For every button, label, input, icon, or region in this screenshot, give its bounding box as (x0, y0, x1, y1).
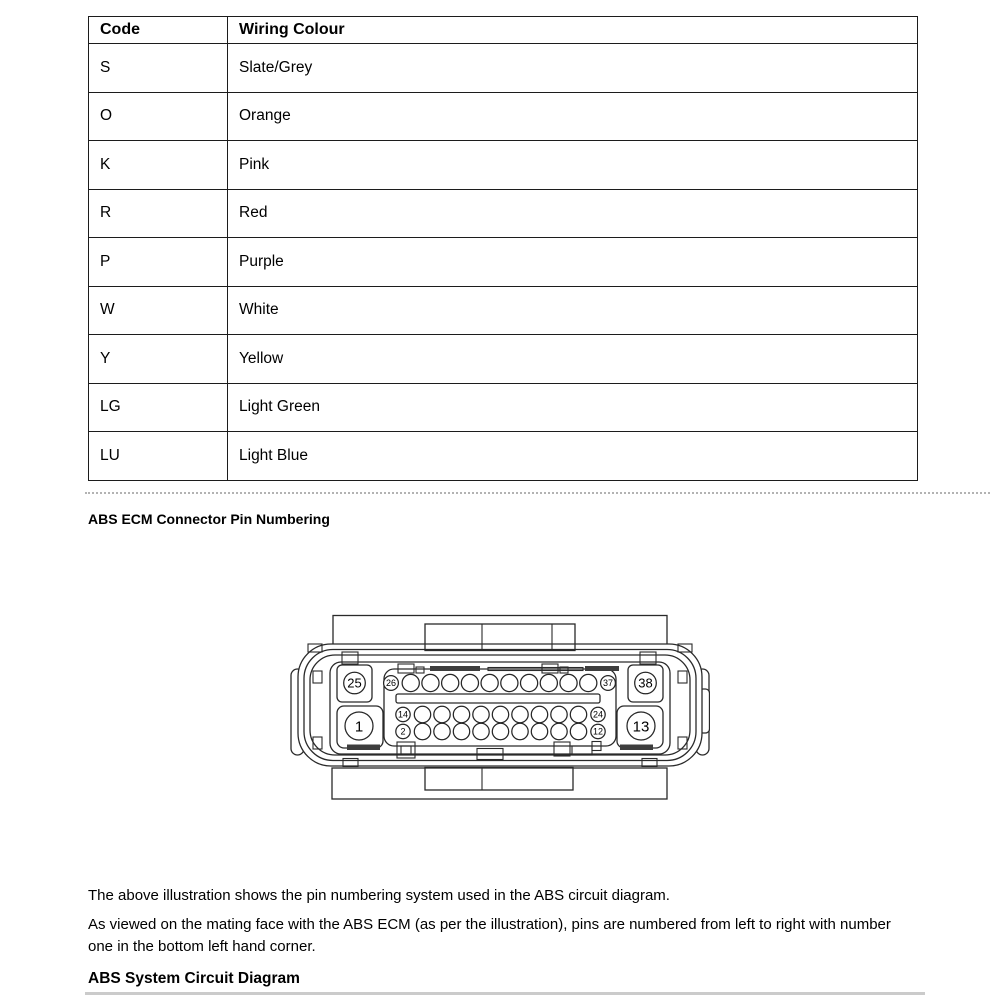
pin-label: 38 (638, 675, 653, 691)
pin-hole (540, 674, 557, 691)
wiring-table-body (89, 44, 918, 481)
pin-hole (473, 723, 489, 739)
code-cell: LU (89, 432, 228, 481)
pin-label: 13 (632, 718, 650, 736)
pin-hole (402, 674, 419, 691)
pin-label: 2 (400, 726, 406, 737)
illustration-note: The above illustration shows the pin numbering system used in the ABS circuit diagram. (88, 887, 670, 904)
table-row (89, 141, 918, 190)
header-wiring-colour: Wiring Colour (228, 17, 918, 44)
pin-hole (414, 723, 430, 739)
pin-hole (453, 706, 469, 722)
pin-hole (442, 674, 459, 691)
pin-label: 25 (347, 675, 362, 691)
pin-hole (570, 706, 586, 722)
code-cell: O (89, 92, 228, 141)
colour-cell: White (228, 286, 918, 335)
table-row (89, 286, 918, 335)
table-row (89, 383, 918, 432)
pin-hole (531, 706, 547, 722)
section-heading: ABS System Circuit Diagram (88, 970, 300, 987)
pin-hole (551, 723, 567, 739)
code-cell: LG (89, 383, 228, 432)
pin-hole (512, 723, 528, 739)
pin-hole (492, 723, 508, 739)
pin-label: 26 (385, 678, 397, 689)
pin-hole (560, 674, 577, 691)
colour-cell: Slate/Grey (228, 44, 918, 93)
code-cell: W (89, 286, 228, 335)
pin-label: 24 (592, 709, 604, 720)
table-row (89, 189, 918, 238)
pin-hole (512, 706, 528, 722)
abs-ecm-connector-illustration (290, 613, 710, 805)
pin-hole (414, 706, 430, 722)
code-cell: P (89, 238, 228, 287)
pin-hole (473, 706, 489, 722)
code-cell: K (89, 141, 228, 190)
pin-hole (422, 674, 439, 691)
pin-hole (461, 674, 478, 691)
code-cell: R (89, 189, 228, 238)
header-code: Code (89, 17, 228, 44)
colour-cell: Light Green (228, 383, 918, 432)
pin-hole (492, 706, 508, 722)
table-row (89, 335, 918, 384)
colour-cell: Orange (228, 92, 918, 141)
colour-cell: Purple (228, 238, 918, 287)
pin-label: 12 (592, 726, 604, 737)
pin-hole (453, 723, 469, 739)
pin-hole (520, 674, 537, 691)
pin-label: 1 (354, 718, 364, 736)
pin-hole (501, 674, 518, 691)
figure-caption: ABS ECM Connector Pin Numbering (88, 511, 330, 527)
pin-hole (551, 706, 567, 722)
pin-label: 37 (602, 678, 614, 689)
wiring-colour-table (88, 16, 918, 481)
table-row (89, 92, 918, 141)
colour-cell: Pink (228, 141, 918, 190)
connector-bottom-tab (332, 768, 667, 799)
connector-top-tab (333, 616, 667, 645)
pin-hole (481, 674, 498, 691)
pin-label: 14 (397, 709, 409, 720)
colour-cell: Red (228, 189, 918, 238)
table-header-row (89, 17, 918, 44)
pin-hole (570, 723, 586, 739)
dotted-separator (85, 492, 990, 494)
code-cell: S (89, 44, 228, 93)
table-row (89, 432, 918, 481)
colour-cell: Yellow (228, 335, 918, 384)
pin-hole (434, 706, 450, 722)
table-row (89, 44, 918, 93)
colour-cell: Light Blue (228, 432, 918, 481)
code-cell: Y (89, 335, 228, 384)
pin-hole (434, 723, 450, 739)
pin-hole (531, 723, 547, 739)
table-row (89, 238, 918, 287)
pin-hole (580, 674, 597, 691)
pin-numbering-note: As viewed on the mating face with the ABS ECM (as per the illustration), pins are numbered from left to right with number one in the bottom left hand corner. (88, 916, 891, 955)
